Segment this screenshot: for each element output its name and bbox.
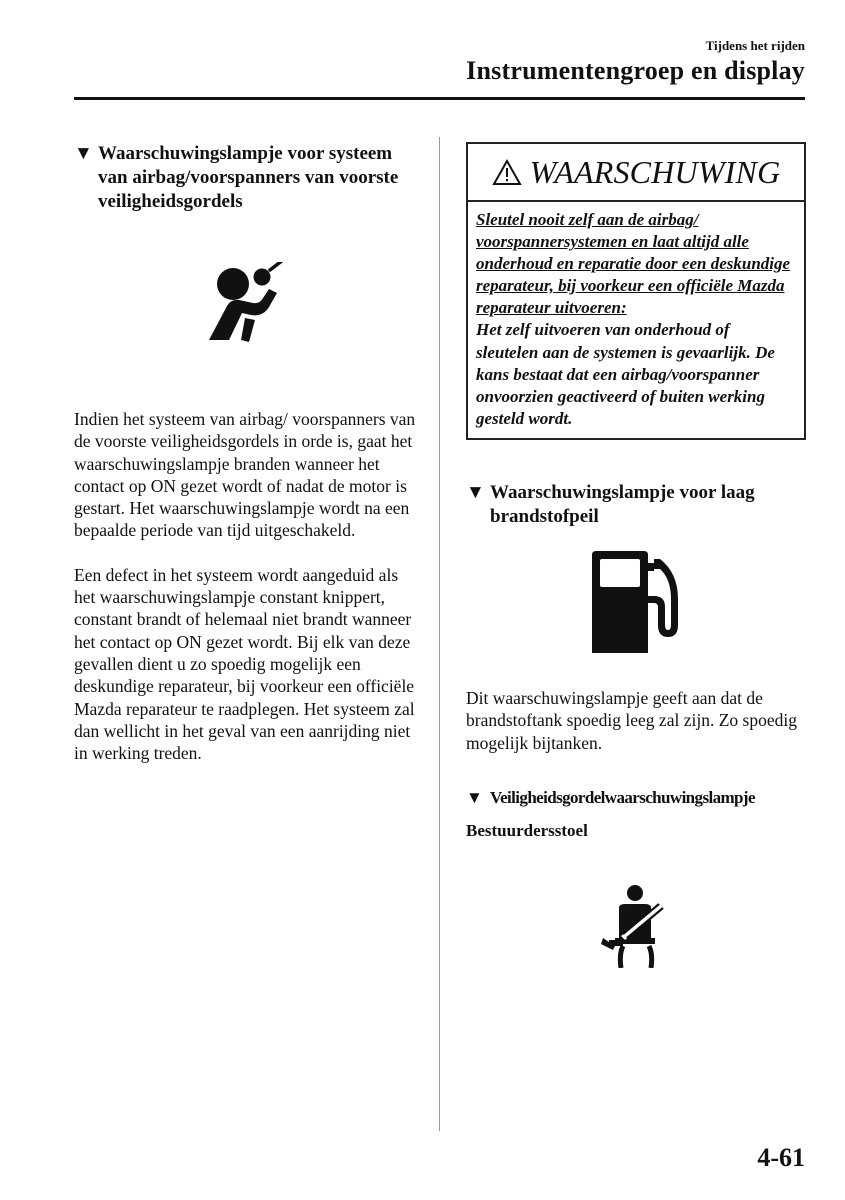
driver-seat-subheading: Bestuurdersstoel (466, 820, 588, 840)
fuel-paragraph: Dit waarschuwingslampje geeft aan dat de brandstoftank spoedig leeg zal zijn. Zo spoedig mogelijk bijtanken. (466, 687, 797, 753)
section-triangle-icon: ▼ (466, 481, 485, 503)
warning-header (468, 144, 804, 202)
airbag-section-heading (74, 142, 419, 214)
seatbelt-warning-icon (599, 884, 673, 968)
warning-box (466, 142, 806, 440)
page-number: 4-61 (757, 1143, 805, 1172)
airbag-paragraph-1: Indien het systeem van airbag/ voorspanners van de voorste veiligheidsgordels in orde is, gaat het waarschuwingslampje branden wanneer het contact op ON gezet wordt of nadat de motor is gestart. Het waarschuwingslampje wordt na een bepaalde periode van tijd uitgeschakeld. (74, 409, 416, 541)
page-title: Instrumentengroep en display (466, 56, 805, 85)
fuel-section-heading (466, 481, 806, 529)
airbag-paragraph-2: Een defect in het systeem wordt aangeduid als het waarschuwingslampje constant knippert, constant brandt of helemaal niet brandt wanneer het contact op ON gezet wordt. Bij elk van deze gevallen dient u zo spoedig mogelijk een deskundige reparateur, bij voorkeur een officiële Mazda reparateur te raadplegen. Het systeem zal dan wellicht in het geval van een aanrijding niet in werking treden. (74, 564, 415, 764)
fuel-heading-text: Waarschuwingslampje voor laag brandstofpeil (490, 481, 755, 527)
fuel-icon-box (466, 551, 806, 655)
warning-underlined-text: Sleutel nooit zelf aan de airbag/ voorspannersystemen en laat altijd alle onderhoud en reparatie door een deskundige reparateur, bij voorkeur een officiële Mazda reparateur uitvoeren: (476, 210, 791, 318)
seatbelt-icon-box (466, 884, 806, 974)
left-column (74, 142, 419, 764)
header-rule (74, 97, 805, 100)
airbag-icon-box (74, 262, 419, 382)
right-column (466, 142, 806, 974)
warning-body (468, 202, 804, 438)
warning-text: Het zelf uitvoeren van onderhoud of sleutelen aan de systemen is gevaarlijk. De kans bestaat dat een airbag/voorspanner onvoorzien geactiveerd of buiten werking gesteld wordt. (476, 320, 775, 428)
section-triangle-icon: ▼ (466, 787, 483, 807)
column-divider (439, 137, 440, 1131)
airbag-heading-text: Waarschuwingslampje voor systeem van airbag/voorspanners van voorste veiligheidsgordels (98, 143, 399, 212)
warning-triangle-icon (492, 159, 522, 186)
section-triangle-icon: ▼ (74, 143, 93, 164)
warning-title: WAARSCHUWING (529, 153, 781, 190)
seatbelt-heading-text: Veiligheidsgordelwaarschuwingslampje (490, 787, 755, 807)
running-header-section: Tijdens het rijden (705, 38, 805, 53)
airbag-warning-icon (197, 262, 297, 348)
fuel-pump-icon (588, 551, 684, 653)
seatbelt-section-heading (466, 786, 806, 810)
